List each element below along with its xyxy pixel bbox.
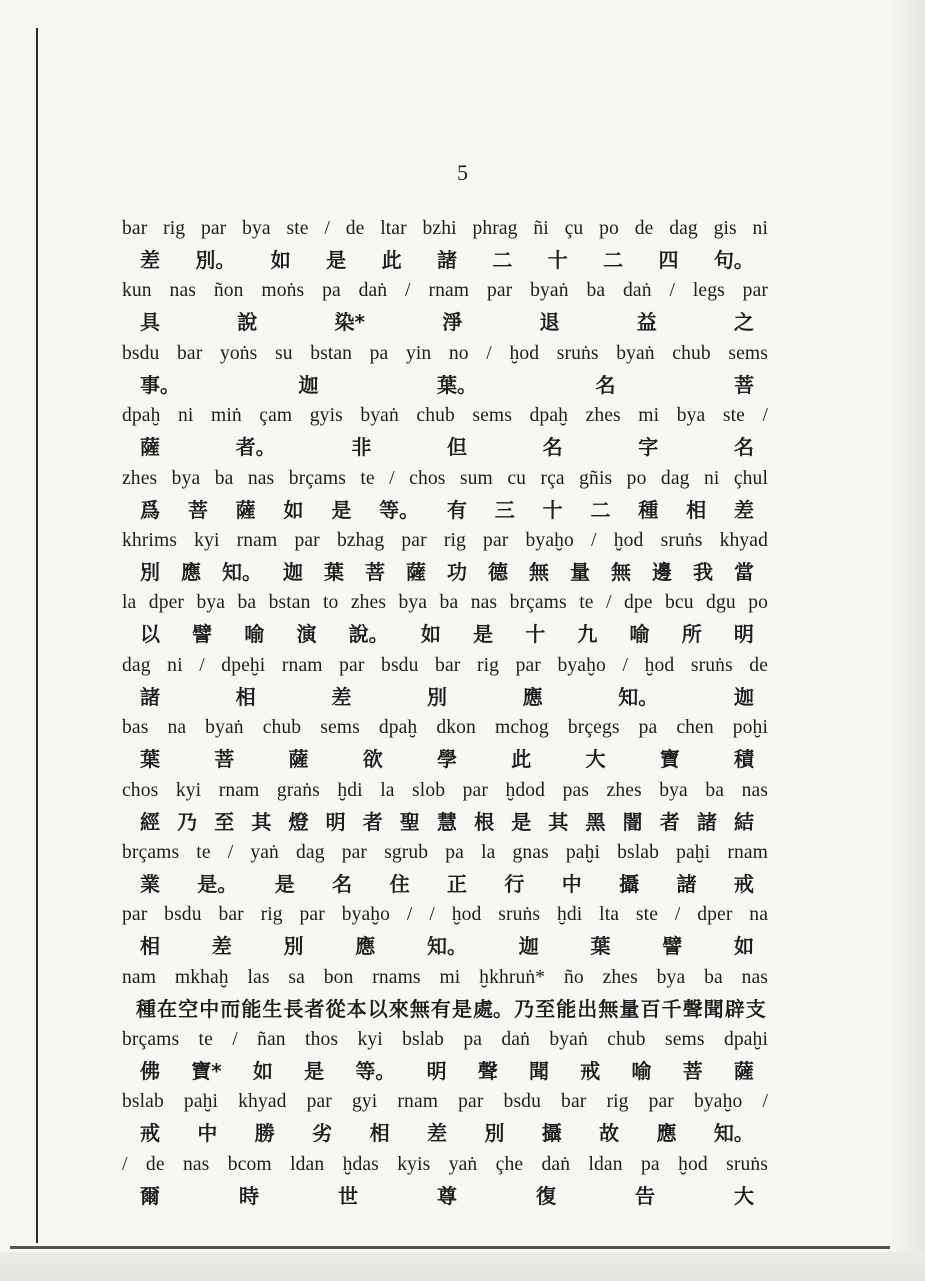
chinese-character: 勝 [254,1121,275,1146]
tibetan-transliteration-line: bslab paḫi khyad par gyi rnam par bsdu bar rig par byaḫo / [122,1091,768,1113]
chinese-character: 菩 [187,497,208,522]
left-margin-rule [36,28,38,1243]
chinese-character: 能 [241,996,262,1021]
line-pair [122,1026,768,1088]
chinese-character: 名 [332,871,353,896]
chinese-character: 黑 [585,809,606,834]
line-pair [122,277,768,339]
chinese-character: 本 [346,996,367,1021]
chinese-character: 是 [511,809,532,834]
chinese-character: 有 [430,996,451,1021]
chinese-character: 乃 [514,996,535,1021]
chinese-character: 至 [214,809,235,834]
chinese-character: 諸 [436,248,457,272]
chinese-character: 演 [296,622,317,647]
chinese-character: 薩 [235,497,256,522]
chinese-character: 千 [661,996,682,1021]
chinese-character: 別 [426,684,447,709]
chinese-character: 差 [140,248,160,272]
line-pair [122,215,768,277]
chinese-character: 應 [181,559,201,584]
chinese-gloss-line [122,498,768,527]
text-block [122,215,768,1213]
chinese-character: 譬 [662,934,683,959]
chinese-character: 薩 [140,435,160,460]
chinese-character: 如 [734,934,754,959]
chinese-character: 如 [420,622,441,647]
chinese-character: 薩 [406,559,426,584]
tibetan-transliteration-line: la dper bya ba bstan to zhes bya ba nas brçams te / dpe bcu dgu po [122,592,768,614]
chinese-character: 差 [331,684,352,709]
tibetan-transliteration-line: par bsdu bar rig par byaḫo / / ḫod sruṅs ḫdi lta ste / dper na [122,904,768,926]
chinese-character: 具 [140,310,160,335]
chinese-character: 行 [504,871,525,896]
tibetan-transliteration-line: / de nas bcom ldan ḫdas kyis yaṅ çhe daṅ ldan pa ḫod sruṅs [122,1153,768,1175]
chinese-character: 非 [351,435,372,460]
chinese-character: 在 [157,996,178,1021]
chinese-character: 是。 [197,871,238,896]
chinese-character: 所 [681,622,702,647]
chinese-character: 時 [239,1183,259,1208]
tibetan-transliteration-line: kun nas ñon moṅs pa daṅ / rnam par byaṅ ba daṅ / legs par [122,280,768,302]
chinese-character: 辟 [724,996,745,1021]
chinese-character: 十 [525,622,546,647]
chinese-character: 喻 [631,1059,652,1084]
chinese-character: 但 [446,435,467,460]
chinese-character: 是 [274,871,295,896]
tibetan-transliteration-line: dpaḫ ni miṅ çam gyis byaṅ chub sems dpaḫ zhes mi bya ste / [122,405,768,427]
chinese-character: 大 [585,747,606,772]
chinese-character: 別 [140,559,160,584]
chinese-character: 字 [638,435,659,460]
chinese-character: 積 [734,747,754,772]
chinese-character: 二 [603,248,624,272]
chinese-character: 益 [636,310,657,335]
page-edge-shadow [887,0,925,1281]
chinese-gloss-line [122,622,768,651]
chinese-character: 九 [577,622,598,647]
chinese-character: 德 [488,559,508,584]
chinese-character: 劣 [312,1121,333,1146]
chinese-character: 爾 [140,1183,160,1208]
chinese-character: 事。 [140,372,180,397]
tibetan-transliteration-line: brçams te / ñan thos kyi bslab pa daṅ byaṅ chub sems dpaḫi [122,1029,768,1051]
chinese-character: 闇 [622,809,643,834]
chinese-character: 聖 [399,809,420,834]
chinese-character: 菩 [734,372,754,397]
chinese-character: 種 [638,497,659,522]
bottom-rule [10,1246,890,1249]
chinese-character: 以 [140,622,160,647]
chinese-gloss-line [122,1121,768,1150]
chinese-gloss-line [122,373,768,402]
chinese-character: 其 [251,809,272,834]
chinese-character: 菩 [682,1059,703,1084]
chinese-gloss-line [122,747,768,776]
chinese-character: 聞 [703,996,724,1021]
chinese-character: 是 [326,248,347,272]
chinese-character: 我 [693,559,713,584]
chinese-character: 者 [659,809,680,834]
chinese-gloss-line [122,1184,768,1213]
chinese-character: 故 [599,1121,620,1146]
chinese-character: 無 [529,559,549,584]
chinese-character: 慧 [437,809,457,834]
chinese-character: 從 [325,996,346,1021]
chinese-character: 佛 [140,1059,160,1084]
chinese-character: 說。 [348,622,389,647]
chinese-character: 名 [542,435,563,460]
chinese-character: 中 [561,871,582,896]
chinese-character: 量 [619,996,640,1021]
chinese-gloss-line [122,685,768,714]
chinese-character: 喻 [629,622,650,647]
chinese-character: 告 [635,1183,655,1208]
chinese-character: 生 [262,996,283,1021]
chinese-character: 欲 [362,747,383,772]
chinese-character: 如 [252,1059,273,1084]
chinese-character: 相 [140,934,160,959]
chinese-character: 迦 [518,934,539,959]
chinese-gloss-line [122,310,768,339]
chinese-character: 結 [734,809,754,834]
tibetan-transliteration-line: bsdu bar yoṅs su bstan pa yin no / ḫod sruṅs byaṅ chub sems [122,342,768,364]
tibetan-transliteration-line: zhes bya ba nas brçams te / chos sum cu rça gñis po dag ni çhul [122,467,768,489]
chinese-character: 此 [381,248,402,272]
chinese-character: 戒 [140,1121,160,1146]
chinese-character: 戒 [733,871,754,896]
chinese-character: 種 [136,996,156,1021]
chinese-character: 明 [733,622,754,647]
chinese-character: 復 [536,1183,556,1208]
chinese-character: 來 [388,996,409,1021]
chinese-character: 攝 [541,1121,562,1146]
chinese-character: 知。 [427,934,467,959]
chinese-gloss-line [122,1059,768,1088]
line-pair [122,901,768,963]
page-number: 5 [457,160,468,185]
chinese-gloss-line [122,810,768,839]
chinese-character: 知。 [618,684,659,709]
chinese-character: 別。 [195,248,236,272]
line-pair [122,1151,768,1213]
chinese-character: 處。 [473,996,513,1021]
chinese-character: 知。 [713,1121,754,1146]
chinese-character: 中 [197,1121,218,1146]
chinese-character: 聲 [682,996,703,1021]
chinese-character: 爲 [140,497,160,522]
chinese-character: 相 [235,684,256,709]
line-pair [122,714,768,776]
chinese-character: 別 [283,934,304,959]
chinese-character: 此 [511,747,532,772]
chinese-character: 明 [325,809,346,834]
line-pair [122,652,768,714]
chinese-character: 能 [556,996,577,1021]
chinese-character: 應 [355,934,376,959]
chinese-character: 相 [686,497,707,522]
chinese-character: 如 [283,497,304,522]
chinese-character: 無 [611,559,631,584]
tibetan-transliteration-line: brçams te / yaṅ dag par sgrub pa la gnas paḫi bslab paḫi rnam [122,841,768,863]
chinese-character: 者 [362,809,383,834]
chinese-character: 二 [590,497,611,522]
line-pair [122,1088,768,1150]
chinese-character: 中 [199,996,220,1021]
chinese-character: 菩 [365,559,385,584]
chinese-character: 聲 [477,1059,498,1084]
line-pair [122,589,768,651]
chinese-character: 差 [426,1121,447,1146]
chinese-character: 世 [338,1183,358,1208]
chinese-character: 有 [446,497,467,522]
chinese-character: 百 [640,996,661,1021]
chinese-character: 者。 [235,435,276,460]
line-pair [122,839,768,901]
chinese-character: 其 [548,809,569,834]
chinese-character: 根 [474,809,495,834]
chinese-character: 乃 [177,809,198,834]
chinese-character: 葉。 [437,372,477,397]
chinese-character: 二 [492,248,513,272]
chinese-character: 支 [745,996,766,1021]
chinese-character: 是 [451,996,472,1021]
line-pair [122,777,768,839]
chinese-character: 染* [334,310,365,335]
chinese-character: 經 [140,809,160,834]
chinese-character: 聞 [529,1059,549,1084]
chinese-character: 別 [484,1121,505,1146]
chinese-character: 諸 [140,684,160,709]
chinese-gloss-line [122,435,768,464]
chinese-character: 迦 [298,372,319,397]
chinese-character: 四 [658,248,679,272]
chinese-character: 以 [367,996,388,1021]
chinese-character: 葉 [590,934,611,959]
chinese-character: 迦 [283,559,303,584]
tibetan-transliteration-line: dag ni / dpeḫi rnam par bsdu bar rig par byaḫo / ḫod sruṅs de [122,654,768,676]
chinese-character: 大 [734,1183,754,1208]
chinese-character: 正 [446,871,467,896]
page-bottom-shadow [0,1252,925,1281]
tibetan-transliteration-line: khrims kyi rnam par bzhag par rig par byaḫo / ḫod sruṅs khyad [122,529,768,551]
chinese-character: 名 [733,435,754,460]
line-pair [122,964,768,1026]
line-pair [122,465,768,527]
chinese-character: 迦 [733,684,754,709]
chinese-character: 寶* [191,1059,222,1084]
chinese-character: 名 [595,372,616,397]
chinese-character: 出 [577,996,598,1021]
chinese-character: 是 [304,1059,325,1084]
chinese-character: 攝 [619,871,640,896]
chinese-character: 三 [494,497,515,522]
chinese-character: 者 [304,996,325,1021]
chinese-character: 諸 [696,809,717,834]
tibetan-transliteration-line: chos kyi rnam graṅs ḫdi la slob par ḫdod pas zhes bya ba nas [122,779,768,801]
line-pair [122,402,768,464]
line-pair [122,527,768,589]
tibetan-transliteration-line: nam mkhaḫ las sa bon rnams mi ḫkhruṅ* ño zhes bya ba nas [122,966,768,988]
chinese-character: 無 [409,996,430,1021]
chinese-character: 十 [547,248,568,272]
chinese-character: 應 [656,1121,677,1146]
chinese-character: 等。 [355,1059,396,1084]
chinese-character: 淨 [442,310,463,335]
tibetan-transliteration-line: bas na byaṅ chub sems dpaḫ dkon mchog brçegs pa chen poḫi [122,717,768,739]
tibetan-transliteration-line: bar rig par bya ste / de ltar bzhi phrag ñi çu po de dag gis ni [122,218,768,239]
chinese-gloss-line [122,872,768,901]
chinese-character: 住 [389,871,410,896]
chinese-character: 長 [283,996,304,1021]
chinese-character: 葉 [140,747,160,772]
chinese-character: 燈 [288,809,309,834]
chinese-character: 量 [570,559,590,584]
chinese-character: 譬 [192,622,213,647]
chinese-character: 之 [733,310,754,335]
chinese-character: 至 [535,996,556,1021]
chinese-character: 句。 [713,248,754,272]
chinese-character: 喻 [244,622,265,647]
chinese-gloss-line [122,934,768,963]
chinese-character: 差 [211,934,232,959]
chinese-character: 說 [237,310,258,335]
chinese-gloss-line [122,248,768,277]
chinese-character: 明 [426,1059,447,1084]
chinese-character: 學 [437,747,457,772]
chinese-character: 邊 [652,559,672,584]
chinese-character: 葉 [324,559,344,584]
chinese-character: 等。 [379,497,420,522]
chinese-character: 如 [270,248,291,272]
chinese-character: 戒 [580,1059,601,1084]
chinese-character: 知。 [222,559,262,584]
chinese-character: 菩 [214,747,235,772]
line-pair [122,340,768,402]
chinese-character: 空 [178,996,199,1021]
chinese-character: 當 [734,559,754,584]
chinese-character: 退 [539,310,560,335]
chinese-character: 十 [542,497,563,522]
chinese-character: 尊 [437,1183,457,1208]
chinese-character: 薩 [733,1059,754,1084]
chinese-character: 是 [473,622,494,647]
chinese-character: 應 [522,684,543,709]
chinese-gloss-line [122,997,768,1026]
chinese-character: 功 [447,559,467,584]
chinese-character: 差 [733,497,754,522]
chinese-character: 無 [598,996,619,1021]
chinese-character: 業 [140,871,160,896]
chinese-character: 是 [331,497,352,522]
chinese-character: 薩 [288,747,309,772]
chinese-character: 諸 [676,871,697,896]
chinese-character: 寶 [659,747,680,772]
chinese-gloss-line [122,560,768,589]
chinese-character: 相 [369,1121,390,1146]
chinese-character: 而 [220,996,241,1021]
